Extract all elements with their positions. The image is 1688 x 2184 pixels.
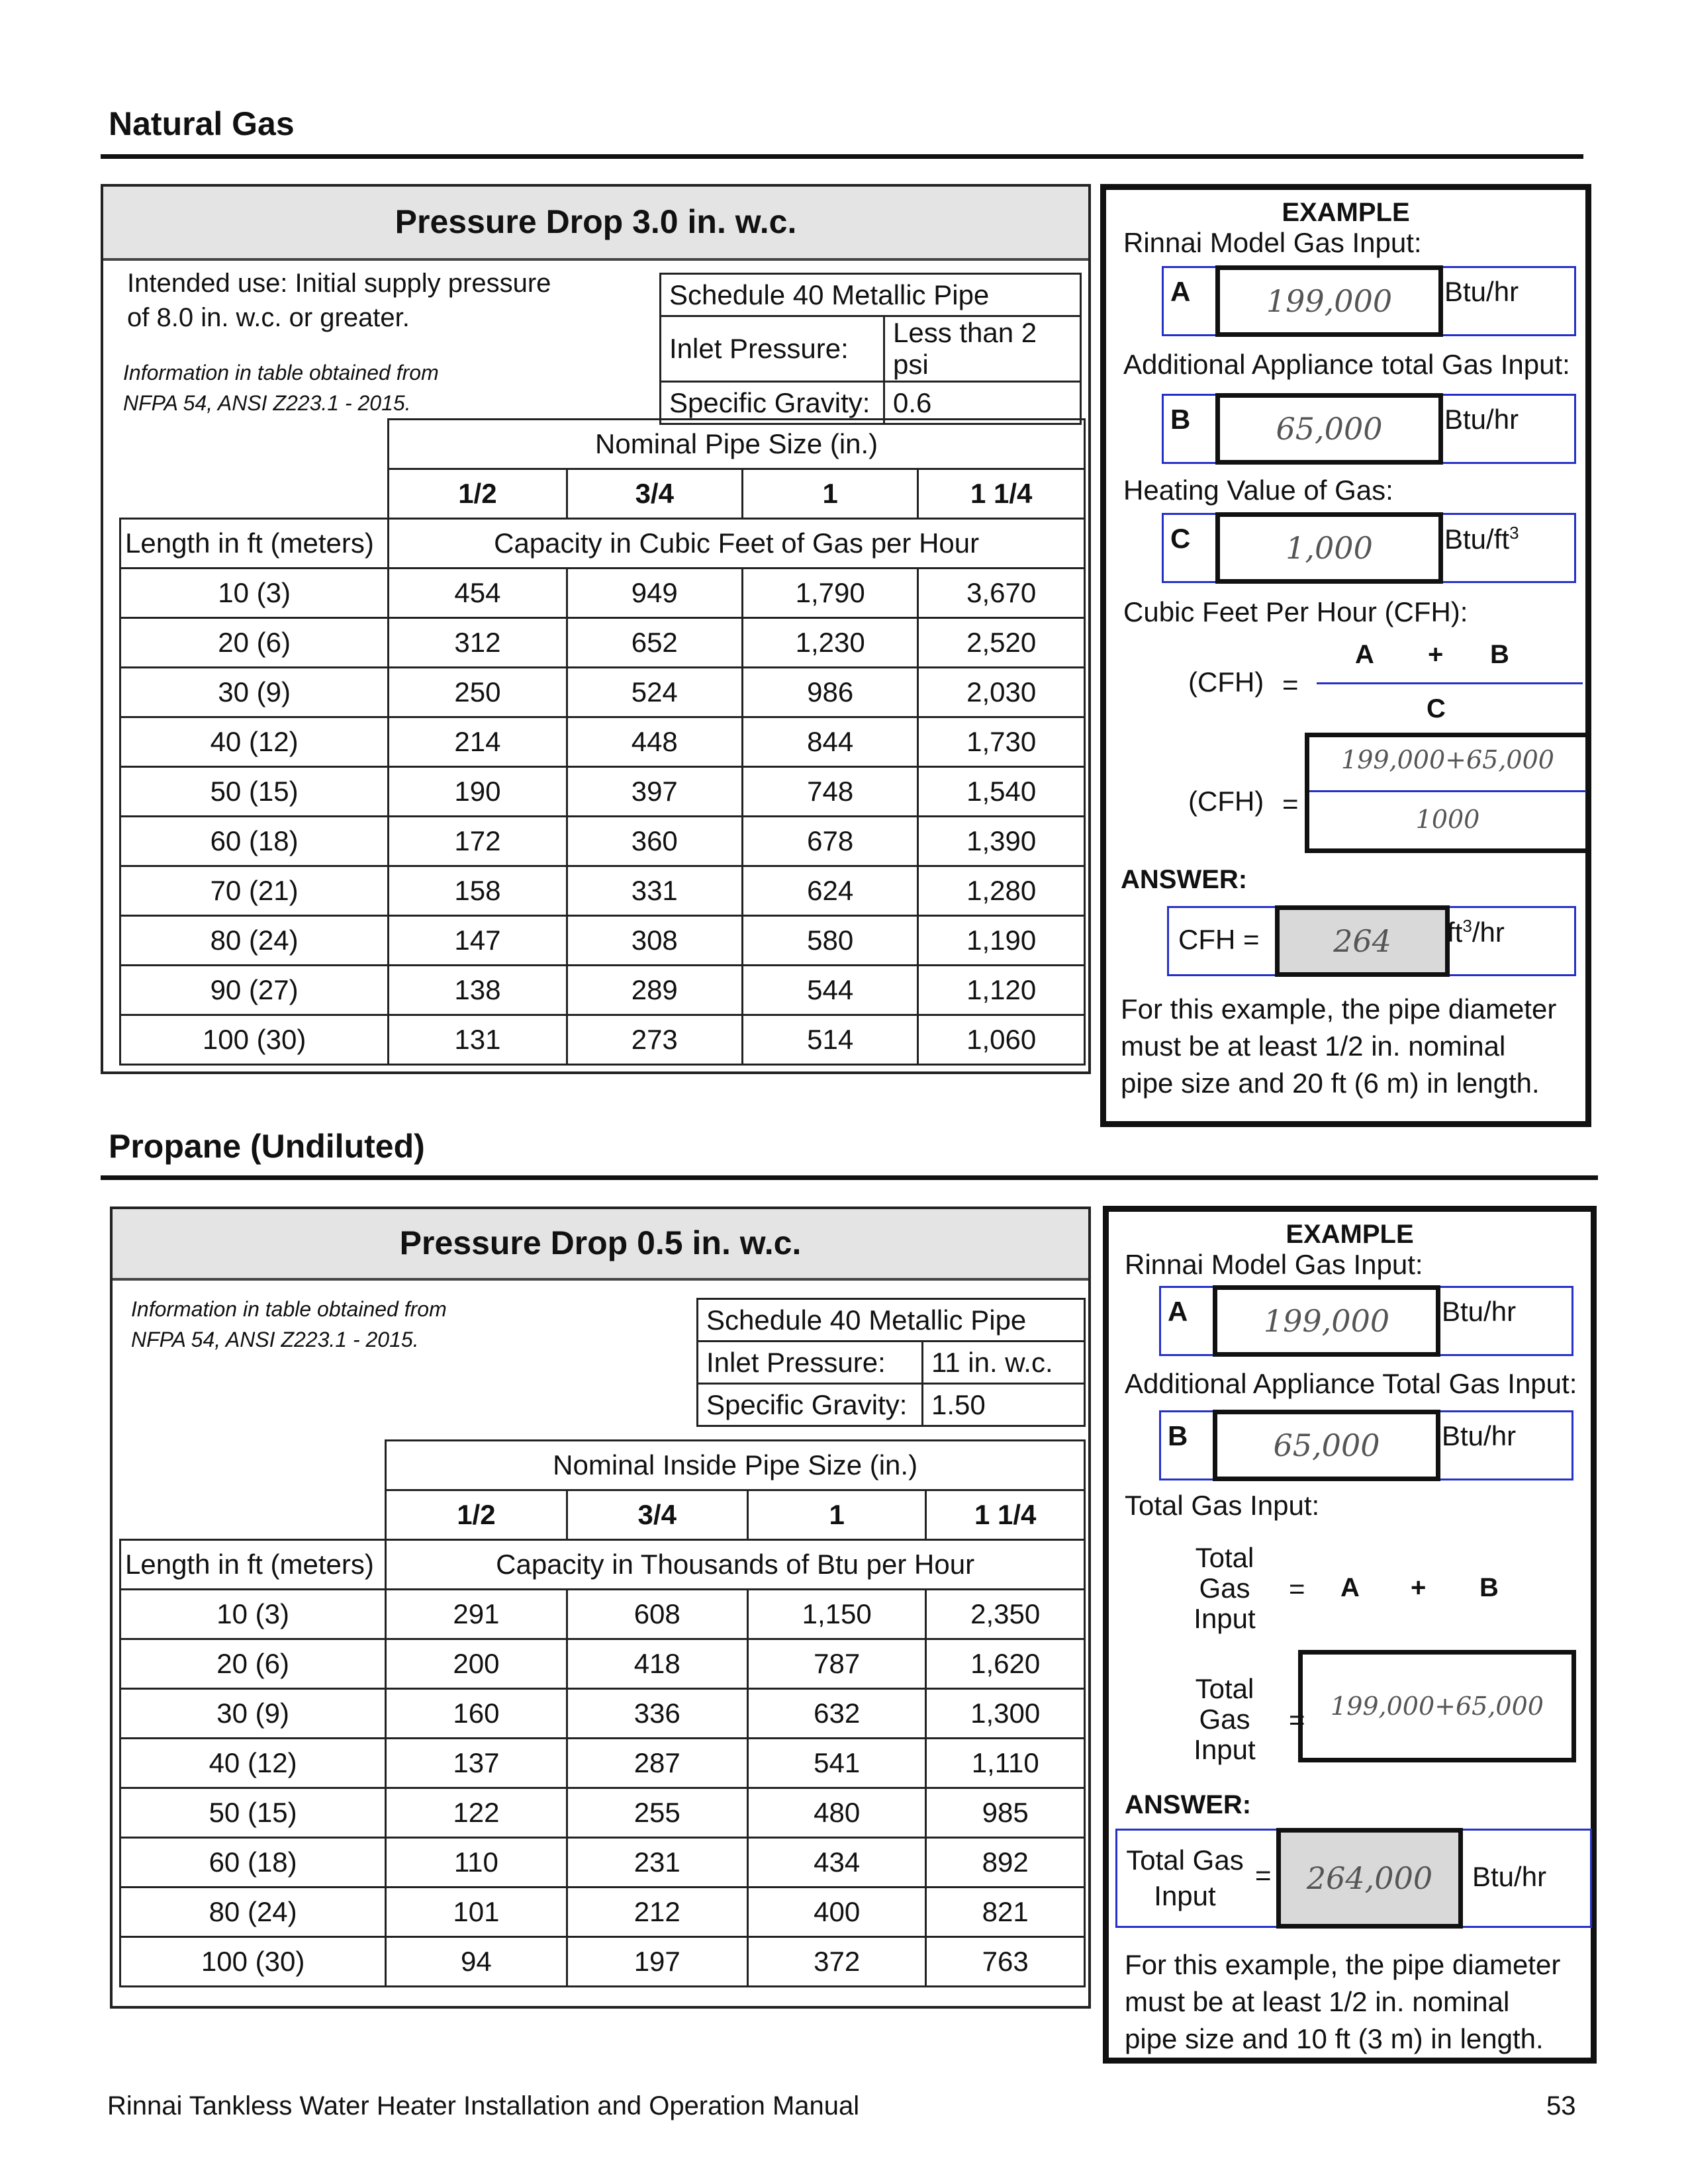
table-row [120, 569, 1085, 618]
formula-cfh-text: (CFH) [1188, 666, 1264, 698]
calc-denominator: 1000 [1415, 805, 1480, 834]
table-row [120, 1888, 1085, 1937]
size-header: 1 [742, 469, 917, 519]
footer-manual-title: Rinnai Tankless Water Heater Installation and Operation Manual [107, 2091, 860, 2120]
length-cell: 80 (24) [120, 1888, 386, 1937]
formula-plus: + [1428, 640, 1444, 669]
length-cell: 60 (18) [120, 1838, 386, 1888]
answer-unit-text: ft [1447, 917, 1463, 948]
capacity-cell: 541 [747, 1739, 925, 1788]
conclusion-line: For this example, the pipe diameter [1125, 1949, 1561, 1980]
capacity-header: Capacity in Cubic Feet of Gas per Hour [389, 519, 1085, 569]
nominal-size-header: Nominal Pipe Size (in.) [389, 420, 1085, 469]
model-input-label: Rinnai Model Gas Input: [1123, 227, 1422, 258]
capacity-cell: 1,150 [747, 1590, 925, 1639]
intended-use-line: Intended use: Initial supply pressure [127, 269, 551, 298]
capacity-cell: 985 [926, 1788, 1085, 1838]
source-note [131, 1294, 447, 1355]
spec-gravity-value: 0.6 [884, 382, 1081, 424]
capacity-cell: 1,620 [926, 1639, 1085, 1689]
calc-numerator: 199,000+65,000 [1341, 745, 1554, 774]
formula-equals: = [1282, 669, 1299, 700]
capacity-cell: 821 [926, 1888, 1085, 1937]
spec-inlet-label: Inlet Pressure: [698, 1342, 923, 1384]
capacity-cell: 448 [567, 717, 742, 767]
input-b-value: 65,000 [1215, 393, 1443, 465]
answer-row [1167, 906, 1576, 976]
capacity-cell: 231 [567, 1838, 747, 1888]
capacity-cell: 312 [389, 618, 567, 668]
model-input-label: Rinnai Model Gas Input: [1125, 1249, 1423, 1280]
answer-value: 264 [1275, 905, 1450, 977]
source-line: Information in table obtained from [123, 361, 439, 385]
formula-a: A [1340, 1573, 1360, 1602]
input-b-letter: B [1170, 404, 1191, 435]
capacity-cell: 434 [747, 1838, 925, 1888]
spec-inlet-label: Inlet Pressure: [661, 316, 884, 382]
capacity-cell: 480 [747, 1788, 925, 1838]
blank-cell [120, 469, 389, 519]
propane-table-panel [110, 1206, 1091, 2009]
spec-pipe: Schedule 40 Metallic Pipe [698, 1299, 1085, 1342]
capacity-cell: 2,030 [918, 668, 1085, 717]
capacity-cell: 524 [567, 668, 742, 717]
intended-use-note [127, 266, 551, 335]
calc-cfh-text: (CFH) [1188, 786, 1264, 817]
formula-total-gas-text [1168, 1543, 1281, 1634]
table-row [120, 767, 1085, 817]
formula-b: B [1479, 1573, 1499, 1602]
capacity-cell: 1,540 [918, 767, 1085, 817]
capacity-cell: 1,110 [926, 1739, 1085, 1788]
fraction-line [1317, 682, 1583, 684]
answer-row [1115, 1829, 1592, 1928]
calc-equals: = [1282, 788, 1299, 819]
input-a-letter: A [1168, 1296, 1188, 1327]
length-cell: 50 (15) [120, 1788, 386, 1838]
capacity-cell: 624 [742, 866, 917, 916]
answer-prefix: CFH = [1178, 924, 1260, 955]
length-cell: 80 (24) [120, 916, 389, 966]
example-title: EXAMPLE [1286, 1220, 1414, 1249]
length-cell: 40 (12) [120, 717, 389, 767]
capacity-cell: 454 [389, 569, 567, 618]
capacity-cell: 137 [386, 1739, 567, 1788]
calc-fraction-line [1309, 790, 1586, 792]
conclusion-line: For this example, the pipe diameter [1121, 993, 1557, 1024]
capacity-cell: 101 [386, 1888, 567, 1937]
input-c-unit [1444, 523, 1519, 555]
capacity-cell: 748 [742, 767, 917, 817]
conclusion-line: pipe size and 10 ft (3 m) in length. [1125, 2023, 1544, 2054]
capacity-cell: 214 [389, 717, 567, 767]
natural-gas-table-panel [101, 184, 1091, 1074]
answer-value: 264,000 [1276, 1828, 1463, 1929]
total-word: Input [1194, 1734, 1256, 1765]
size-header: 3/4 [567, 469, 742, 519]
capacity-cell: 787 [747, 1639, 925, 1689]
section-rule [101, 154, 1583, 159]
length-cell: 20 (6) [120, 1639, 386, 1689]
input-b-unit: Btu/hr [1444, 404, 1519, 435]
input-c-unit-text: Btu/ft [1444, 523, 1510, 555]
conclusion-line: must be at least 1/2 in. nominal [1121, 1030, 1506, 1062]
capacity-cell: 949 [567, 569, 742, 618]
capacity-cell: 138 [389, 966, 567, 1015]
blank-cell [120, 1490, 386, 1540]
size-header: 1/2 [386, 1490, 567, 1540]
spec-table [659, 273, 1082, 425]
table-row [120, 618, 1085, 668]
capacity-cell: 2,350 [926, 1590, 1085, 1639]
length-header: Length in ft (meters) [120, 1540, 386, 1590]
capacity-cell: 514 [742, 1015, 917, 1065]
capacity-cell: 308 [567, 916, 742, 966]
capacity-header: Capacity in Thousands of Btu per Hour [386, 1540, 1085, 1590]
capacity-cell: 892 [926, 1838, 1085, 1888]
natural-gas-section-title: Natural Gas [109, 105, 295, 142]
table-row [120, 916, 1085, 966]
capacity-cell: 1,390 [918, 817, 1085, 866]
length-cell: 70 (21) [120, 866, 389, 916]
input-c-row [1162, 513, 1576, 583]
capacity-cell: 418 [567, 1639, 747, 1689]
answer-prefix [1125, 1843, 1244, 1914]
spec-gravity-label: Specific Gravity: [698, 1384, 923, 1426]
heating-value-label: Heating Value of Gas: [1123, 475, 1393, 506]
length-cell: 30 (9) [120, 668, 389, 717]
length-cell: 30 (9) [120, 1689, 386, 1739]
conclusion-line: must be at least 1/2 in. nominal [1125, 1986, 1510, 2017]
answer-prefix-line: Total Gas [1126, 1844, 1244, 1876]
capacity-cell: 197 [567, 1937, 747, 1987]
total-word: Input [1194, 1603, 1256, 1634]
capacity-cell: 372 [747, 1937, 925, 1987]
length-cell: 40 (12) [120, 1739, 386, 1788]
propane-capacity-table [119, 1439, 1086, 1987]
size-header: 1/2 [389, 469, 567, 519]
conclusion-line: pipe size and 20 ft (6 m) in length. [1121, 1068, 1540, 1099]
spec-gravity-label: Specific Gravity: [661, 382, 884, 424]
input-c-letter: C [1170, 523, 1191, 554]
length-cell: 100 (30) [120, 1015, 389, 1065]
table-row [120, 1590, 1085, 1639]
spec-inlet-value: 11 in. w.c. [923, 1342, 1085, 1384]
answer-unit [1447, 916, 1505, 948]
input-c-value: 1,000 [1215, 512, 1443, 584]
size-header: 1 1/4 [926, 1490, 1085, 1540]
additional-input-label: Additional Appliance Total Gas Input: [1125, 1368, 1577, 1399]
conclusion-text [1125, 1946, 1560, 2058]
formula-a: A [1355, 640, 1374, 669]
table-row [120, 668, 1085, 717]
capacity-cell: 336 [567, 1689, 747, 1739]
source-line: Information in table obtained from [131, 1297, 447, 1321]
capacity-cell: 212 [567, 1888, 747, 1937]
source-line: NFPA 54, ANSI Z223.1 - 2015. [131, 1328, 419, 1351]
capacity-cell: 652 [567, 618, 742, 668]
capacity-cell: 250 [389, 668, 567, 717]
capacity-cell: 1,730 [918, 717, 1085, 767]
capacity-cell: 122 [386, 1788, 567, 1838]
source-note [123, 357, 439, 418]
capacity-cell: 544 [742, 966, 917, 1015]
capacity-cell: 200 [386, 1639, 567, 1689]
capacity-cell: 1,190 [918, 916, 1085, 966]
calc-fraction-box [1305, 733, 1591, 853]
capacity-cell: 580 [742, 916, 917, 966]
input-b-value: 65,000 [1213, 1410, 1440, 1481]
input-a-row [1159, 1286, 1573, 1356]
answer-unit-suffix: /hr [1472, 917, 1505, 948]
table-row [120, 966, 1085, 1015]
input-b-row [1162, 394, 1576, 464]
additional-input-label: Additional Appliance total Gas Input: [1123, 349, 1570, 380]
capacity-cell: 158 [389, 866, 567, 916]
intended-use-line: of 8.0 in. w.c. or greater. [127, 303, 410, 332]
answer-prefix-line: Input [1154, 1880, 1216, 1911]
table-row [120, 1689, 1085, 1739]
input-b-row [1159, 1410, 1573, 1480]
footer-page-number: 53 [1546, 2091, 1576, 2120]
capacity-cell: 763 [926, 1937, 1085, 1987]
length-cell: 90 (27) [120, 966, 389, 1015]
panel-header: Pressure Drop 0.5 in. w.c. [113, 1209, 1088, 1281]
length-cell: 20 (6) [120, 618, 389, 668]
capacity-cell: 255 [567, 1788, 747, 1838]
size-header: 3/4 [567, 1490, 747, 1540]
input-b-letter: B [1168, 1420, 1188, 1451]
capacity-cell: 1,790 [742, 569, 917, 618]
section-rule [101, 1175, 1598, 1180]
spec-inlet-value: Less than 2 psi [884, 316, 1081, 382]
capacity-cell: 360 [567, 817, 742, 866]
capacity-cell: 291 [386, 1590, 567, 1639]
table-row [120, 1937, 1085, 1987]
capacity-cell: 289 [567, 966, 742, 1015]
spec-gravity-value: 1.50 [923, 1384, 1085, 1426]
table-row [120, 1739, 1085, 1788]
input-c-unit-sup: 3 [1509, 523, 1519, 543]
capacity-cell: 3,670 [918, 569, 1085, 618]
input-a-row [1162, 266, 1576, 336]
capacity-cell: 2,520 [918, 618, 1085, 668]
table-row [120, 717, 1085, 767]
nominal-size-header: Nominal Inside Pipe Size (in.) [386, 1441, 1085, 1490]
formula-plus: + [1411, 1573, 1427, 1602]
spec-pipe: Schedule 40 Metallic Pipe [661, 274, 1081, 316]
capacity-cell: 1,120 [918, 966, 1085, 1015]
capacity-cell: 400 [747, 1888, 925, 1937]
capacity-cell: 273 [567, 1015, 742, 1065]
capacity-cell: 160 [386, 1689, 567, 1739]
answer-label: ANSWER: [1121, 865, 1248, 894]
input-a-unit: Btu/hr [1442, 1296, 1517, 1327]
table-row [120, 817, 1085, 866]
example-title: EXAMPLE [1282, 198, 1410, 227]
blank-cell [120, 1441, 386, 1490]
table-row [120, 866, 1085, 916]
capacity-cell: 131 [389, 1015, 567, 1065]
length-cell: 100 (30) [120, 1937, 386, 1987]
cfh-label: Cubic Feet Per Hour (CFH): [1123, 596, 1468, 627]
propane-section-title: Propane (Undiluted) [109, 1128, 425, 1165]
capacity-cell: 1,280 [918, 866, 1085, 916]
capacity-cell: 1,230 [742, 618, 917, 668]
calc-total-gas-text [1168, 1674, 1281, 1765]
input-a-unit: Btu/hr [1444, 276, 1519, 307]
conclusion-text [1121, 991, 1556, 1102]
length-cell: 10 (3) [120, 569, 389, 618]
capacity-cell: 608 [567, 1590, 747, 1639]
table-row [120, 1639, 1085, 1689]
capacity-cell: 632 [747, 1689, 925, 1739]
propane-example-panel [1103, 1206, 1597, 2064]
input-a-letter: A [1170, 276, 1191, 307]
total-word: Total [1195, 1542, 1254, 1573]
table-row [120, 1838, 1085, 1888]
capacity-cell: 844 [742, 717, 917, 767]
length-cell: 50 (15) [120, 767, 389, 817]
total-gas-label: Total Gas Input: [1125, 1490, 1320, 1521]
size-header: 1 1/4 [918, 469, 1085, 519]
capacity-cell: 1,060 [918, 1015, 1085, 1065]
length-cell: 60 (18) [120, 817, 389, 866]
capacity-cell: 94 [386, 1937, 567, 1987]
calc-sum-box [1298, 1650, 1576, 1762]
capacity-cell: 147 [389, 916, 567, 966]
length-cell: 10 (3) [120, 1590, 386, 1639]
input-b-unit: Btu/hr [1442, 1420, 1517, 1451]
input-a-value: 199,000 [1213, 1285, 1440, 1357]
capacity-cell: 172 [389, 817, 567, 866]
table-row [120, 1015, 1085, 1065]
total-word: Total [1195, 1673, 1254, 1704]
natural-gas-example-panel [1100, 184, 1591, 1127]
calc-equals: = [1289, 1704, 1305, 1735]
spec-table [696, 1298, 1086, 1427]
capacity-cell: 110 [386, 1838, 567, 1888]
capacity-cell: 1,300 [926, 1689, 1085, 1739]
source-line: NFPA 54, ANSI Z223.1 - 2015. [123, 391, 411, 415]
capacity-cell: 678 [742, 817, 917, 866]
answer-unit: Btu/hr [1472, 1861, 1547, 1892]
capacity-cell: 331 [567, 866, 742, 916]
total-word: Gas [1199, 1704, 1250, 1735]
capacity-cell: 287 [567, 1739, 747, 1788]
calc-sum-value: 199,000+65,000 [1331, 1692, 1544, 1721]
capacity-cell: 986 [742, 668, 917, 717]
answer-unit-sup: 3 [1462, 916, 1472, 936]
blank-cell [120, 420, 389, 469]
capacity-cell: 190 [389, 767, 567, 817]
formula-equals: = [1289, 1573, 1305, 1604]
total-word: Gas [1199, 1572, 1250, 1604]
answer-equals: = [1255, 1860, 1272, 1891]
size-header: 1 [747, 1490, 925, 1540]
table-row [120, 1788, 1085, 1838]
length-header: Length in ft (meters) [120, 519, 389, 569]
formula-b: B [1490, 640, 1509, 669]
formula-c: C [1427, 694, 1446, 723]
panel-header: Pressure Drop 3.0 in. w.c. [103, 187, 1088, 261]
capacity-cell: 397 [567, 767, 742, 817]
input-a-value: 199,000 [1215, 265, 1443, 337]
answer-label: ANSWER: [1125, 1790, 1252, 1819]
natural-gas-capacity-table [119, 418, 1086, 1066]
